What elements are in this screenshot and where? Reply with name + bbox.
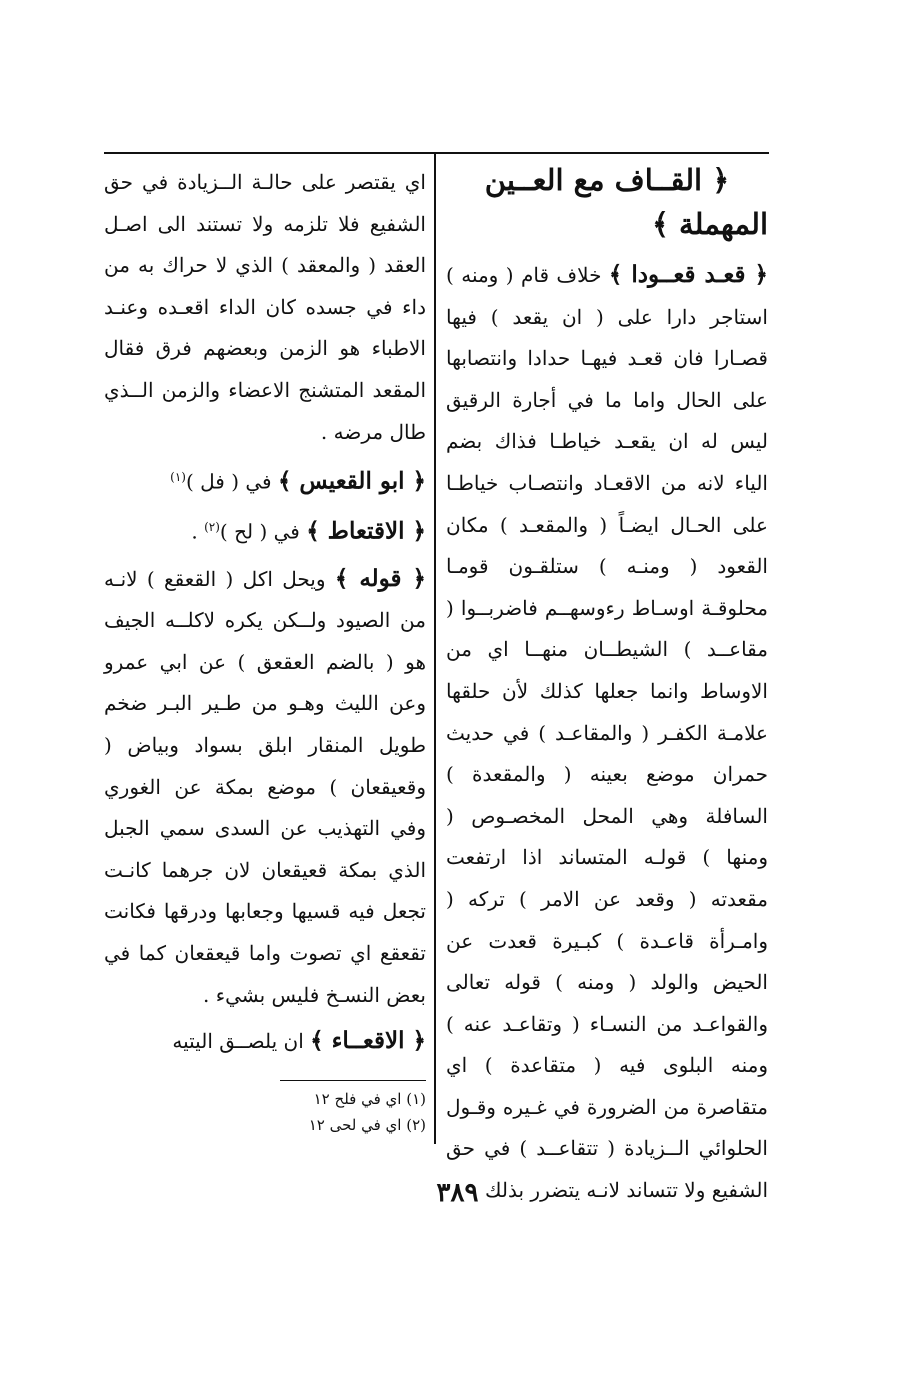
footnote-ref: (١) (170, 470, 186, 485)
entry-text: في ( لح ) (219, 520, 300, 545)
entry-keyword: ﴿ الاقعــاء ﴾ (310, 1027, 426, 1055)
continuation-paragraph: اي يقتصر على حالـة الــزيادة في حق الشفيع فلا تلزمه ولا تستند الى اصـل العقد ( والمعقد ) الذي لا حراك به من داء في جسده كان الداء اقعـده وعنـد الاطباء هو الزمن وبعضهم فرق فقال المقعد المتشنج الاعضاء والزمن الــذي طال مرضه . (104, 170, 426, 444)
entry-text: في ( فل ) (185, 469, 272, 494)
section-heading: ﴿ القــاف مع العــين المهملة ﴾ (484, 163, 768, 241)
footnote-ref: (٢) (204, 520, 220, 535)
footnotes (104, 1086, 426, 1138)
entry-end: . (191, 520, 198, 545)
entry-iqaa (104, 1020, 426, 1063)
entry-text: ان يلصــق اليتيه (172, 1029, 304, 1054)
column-divider (434, 154, 436, 1144)
right-column (446, 158, 768, 1212)
footnote-1: (١) اي في فلح ١٢ (313, 1090, 426, 1108)
footnote-2: (٢) اي في لحى ١٢ (308, 1116, 426, 1134)
entry-qawluhu (104, 558, 426, 1017)
entry-keyword: ﴿ الاقتعاط ﴾ (306, 518, 426, 546)
entry-iqtiat (104, 507, 426, 553)
left-column (104, 162, 426, 1063)
footnote-rule (280, 1080, 426, 1081)
page-number: ٣٨٩ (436, 1178, 479, 1208)
entry-text: خلاف قام ( ومنه ) استاجر دارا على ( ان يقعد ) فيها قصـارا فان قعـد فيهـا حدادا وانتصابها على الحال واما ما في أجارة الرقيق ليس له ان يقعـد خياطـا فذاك بضم الياء لانه من الاقعـاد وانتصـاب خياطـا على الحـال ايضـاً ( والمقعـد ) مكان القعود ( ومنـه ) ستلقـون قومـا محلوقـة اوسـاط رءوسهــم فاضربــوا ( مقاعــد ) الشيطــان منهــا اي من الاوساط وانما جعلها كذلك لأن حلقها علامـة الكفـر ( والمقاعـد ) في حديث حمران موضع بعينه ( والمقعدة ) السافلة وهي المحل المخصـوص ( ومنها ) قولـه المتساند اذا ارتفعت مقعدته ( وقعد عن الامر ) تركه ( وامـرأة قاعـدة ) كبـيرة قعدت عن الحيض والولد ( ومنه ) قوله تعالى والقواعـد من النسـاء ( وتقاعـد عنه ) ومنه البلوى فيه ( متقاعدة ) اي متقاصرة من الضرورة في غـيره وقـول الحلوائي الــزيادة ( تتقاعــد ) في حق الشفيع ولا تتساند لانـه يتضرر بذلك (446, 263, 768, 1203)
entry-qaada (446, 254, 768, 1212)
entry-keyword: ﴿ قعـد قعــودا ﴾ (608, 261, 768, 288)
entry-keyword: ﴿ قوله ﴾ (334, 564, 426, 592)
top-rule (104, 152, 769, 154)
entry-keyword: ﴿ ابو القعيس ﴾ (277, 467, 426, 495)
entry-text: ويحل اكل ( القعقع ) لانـه من الصيود ولــكن يكره لاكلــه الجيف هو ( بالضم العقعق ) عن ابي عمرو وعن الليث وهـو من طـير البـر ضخم طويل المنقار ابلق بسواد وبياض ( وقعيقعان ) موضع بمكة عن الغوري وفي التهذيب عن السدى سمي الجبل الذي بمكة قعيقعان لان جرهما كانـت تجعل فيه قسيها وجعابها ودرقها فكانت تقعقع اي تصوت واما قيعقعان كما في بعض النسـخ فليس بشيء . (104, 566, 426, 1007)
entry-abu-alqais (104, 457, 426, 503)
